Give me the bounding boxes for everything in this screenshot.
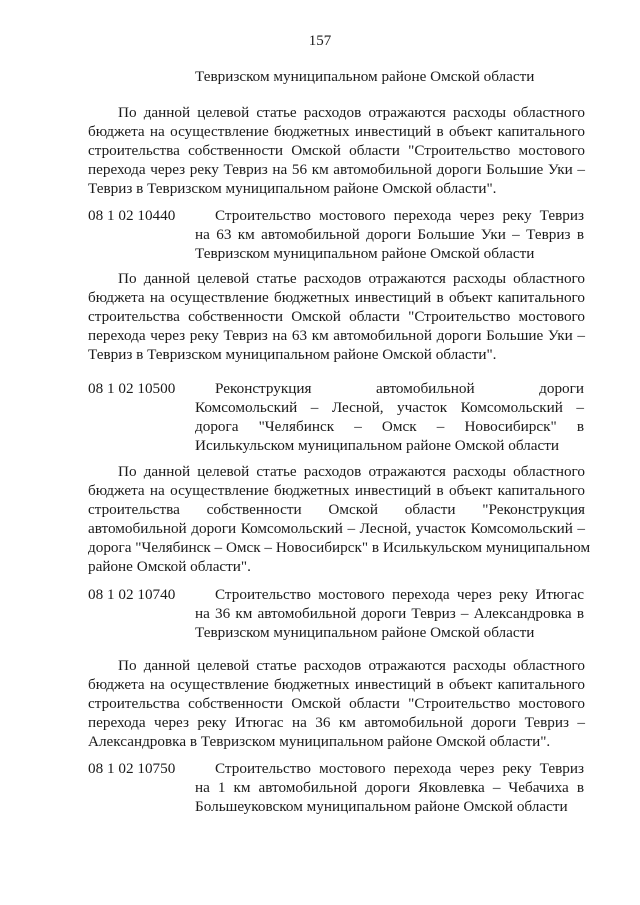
- continuation-line: Тевризском муниципальном районе Омской области: [195, 68, 535, 85]
- paragraph-line: Александровка в Тевризском муниципальном районе Омской области".: [88, 733, 551, 750]
- paragraph-2: [88, 269, 585, 364]
- paragraph-line: строительства собственности Омской области "Строительство мостового: [88, 142, 585, 159]
- paragraph-line: Тевриз в Тевризском муниципальном районе Омской области".: [88, 346, 497, 363]
- entry-line: дорога "Челябинск – Омск – Новосибирск" в: [195, 418, 584, 435]
- paragraph-line: По данной целевой статье расходов отражаются расходы областного: [118, 104, 585, 121]
- paragraph-line: перехода через реку Итюгас на 36 км автомобильной дороги Тевриз –: [88, 714, 585, 731]
- entry-description: [195, 759, 584, 816]
- entry-description: [195, 206, 584, 263]
- entry-line: Строительство мостового перехода через реку Итюгас: [215, 586, 584, 603]
- paragraph-line: строительства собственности Омской области "Реконструкция: [88, 501, 585, 518]
- paragraph-4: [88, 656, 585, 751]
- paragraph-line: бюджета на осуществление бюджетных инвестиций в объект капитального: [88, 123, 585, 140]
- paragraph-line: По данной целевой статье расходов отражаются расходы областного: [118, 270, 585, 287]
- paragraph-line: бюджета на осуществление бюджетных инвестиций в объект капитального: [88, 289, 585, 306]
- paragraph-line: строительства собственности Омской области "Строительство мостового: [88, 695, 585, 712]
- entry-line: Тевризском муниципальном районе Омской области: [195, 624, 535, 641]
- entry-line: Исилькульском муниципальном районе Омской области: [195, 437, 559, 454]
- entry-line: на 36 км автомобильной дороги Тевриз – Александровка в: [195, 605, 584, 622]
- paragraph-line: По данной целевой статье расходов отражаются расходы областного: [118, 463, 585, 480]
- page-number: 157: [308, 33, 332, 49]
- paragraph-line: автомобильной дороги Комсомольский – Лесной, участок Комсомольский –: [88, 520, 585, 537]
- paragraph-line: По данной целевой статье расходов отражаются расходы областного: [118, 657, 585, 674]
- paragraph-line: бюджета на осуществление бюджетных инвестиций в объект капитального: [88, 676, 585, 693]
- entry-line: Реконструкция автомобильной дороги: [215, 380, 584, 397]
- budget-code: 08 1 02 10500: [88, 380, 176, 397]
- entry-description: [195, 379, 584, 455]
- entry-line: Строительство мостового перехода через реку Тевриз: [215, 760, 584, 777]
- paragraph-line: Тевриз в Тевризском муниципальном районе Омской области".: [88, 180, 497, 197]
- entry-line: Тевризском муниципальном районе Омской области: [195, 245, 535, 262]
- budget-code: 08 1 02 10440: [88, 207, 176, 224]
- budget-code: 08 1 02 10740: [88, 586, 176, 603]
- paragraph-line: перехода через реку Тевриз на 56 км автомобильной дороги Большие Уки –: [88, 161, 585, 178]
- entry-line: на 63 км автомобильной дороги Большие Уки – Тевриз в: [195, 226, 584, 243]
- paragraph-line: бюджета на осуществление бюджетных инвестиций в объект капитального: [88, 482, 585, 499]
- paragraph-line: районе Омской области".: [88, 558, 251, 575]
- entry-line: Строительство мостового перехода через реку Тевриз: [215, 207, 584, 224]
- paragraph-1: [88, 103, 585, 198]
- entry-line: на 1 км автомобильной дороги Яковлевка – Чебачиха в: [195, 779, 584, 796]
- entry-line: Большеуковском муниципальном районе Омской области: [195, 798, 568, 815]
- entry-description: [195, 585, 584, 642]
- paragraph-line: перехода через реку Тевриз на 63 км автомобильной дороги Большие Уки –: [88, 327, 585, 344]
- paragraph-line: строительства собственности Омской области "Строительство мостового: [88, 308, 585, 325]
- budget-code: 08 1 02 10750: [88, 760, 176, 777]
- paragraph-3: [88, 462, 591, 576]
- paragraph-line: дорога "Челябинск – Омск – Новосибирск" в Исилькульском муниципальном: [88, 539, 591, 556]
- entry-line: Комсомольский – Лесной, участок Комсомольский –: [195, 399, 584, 416]
